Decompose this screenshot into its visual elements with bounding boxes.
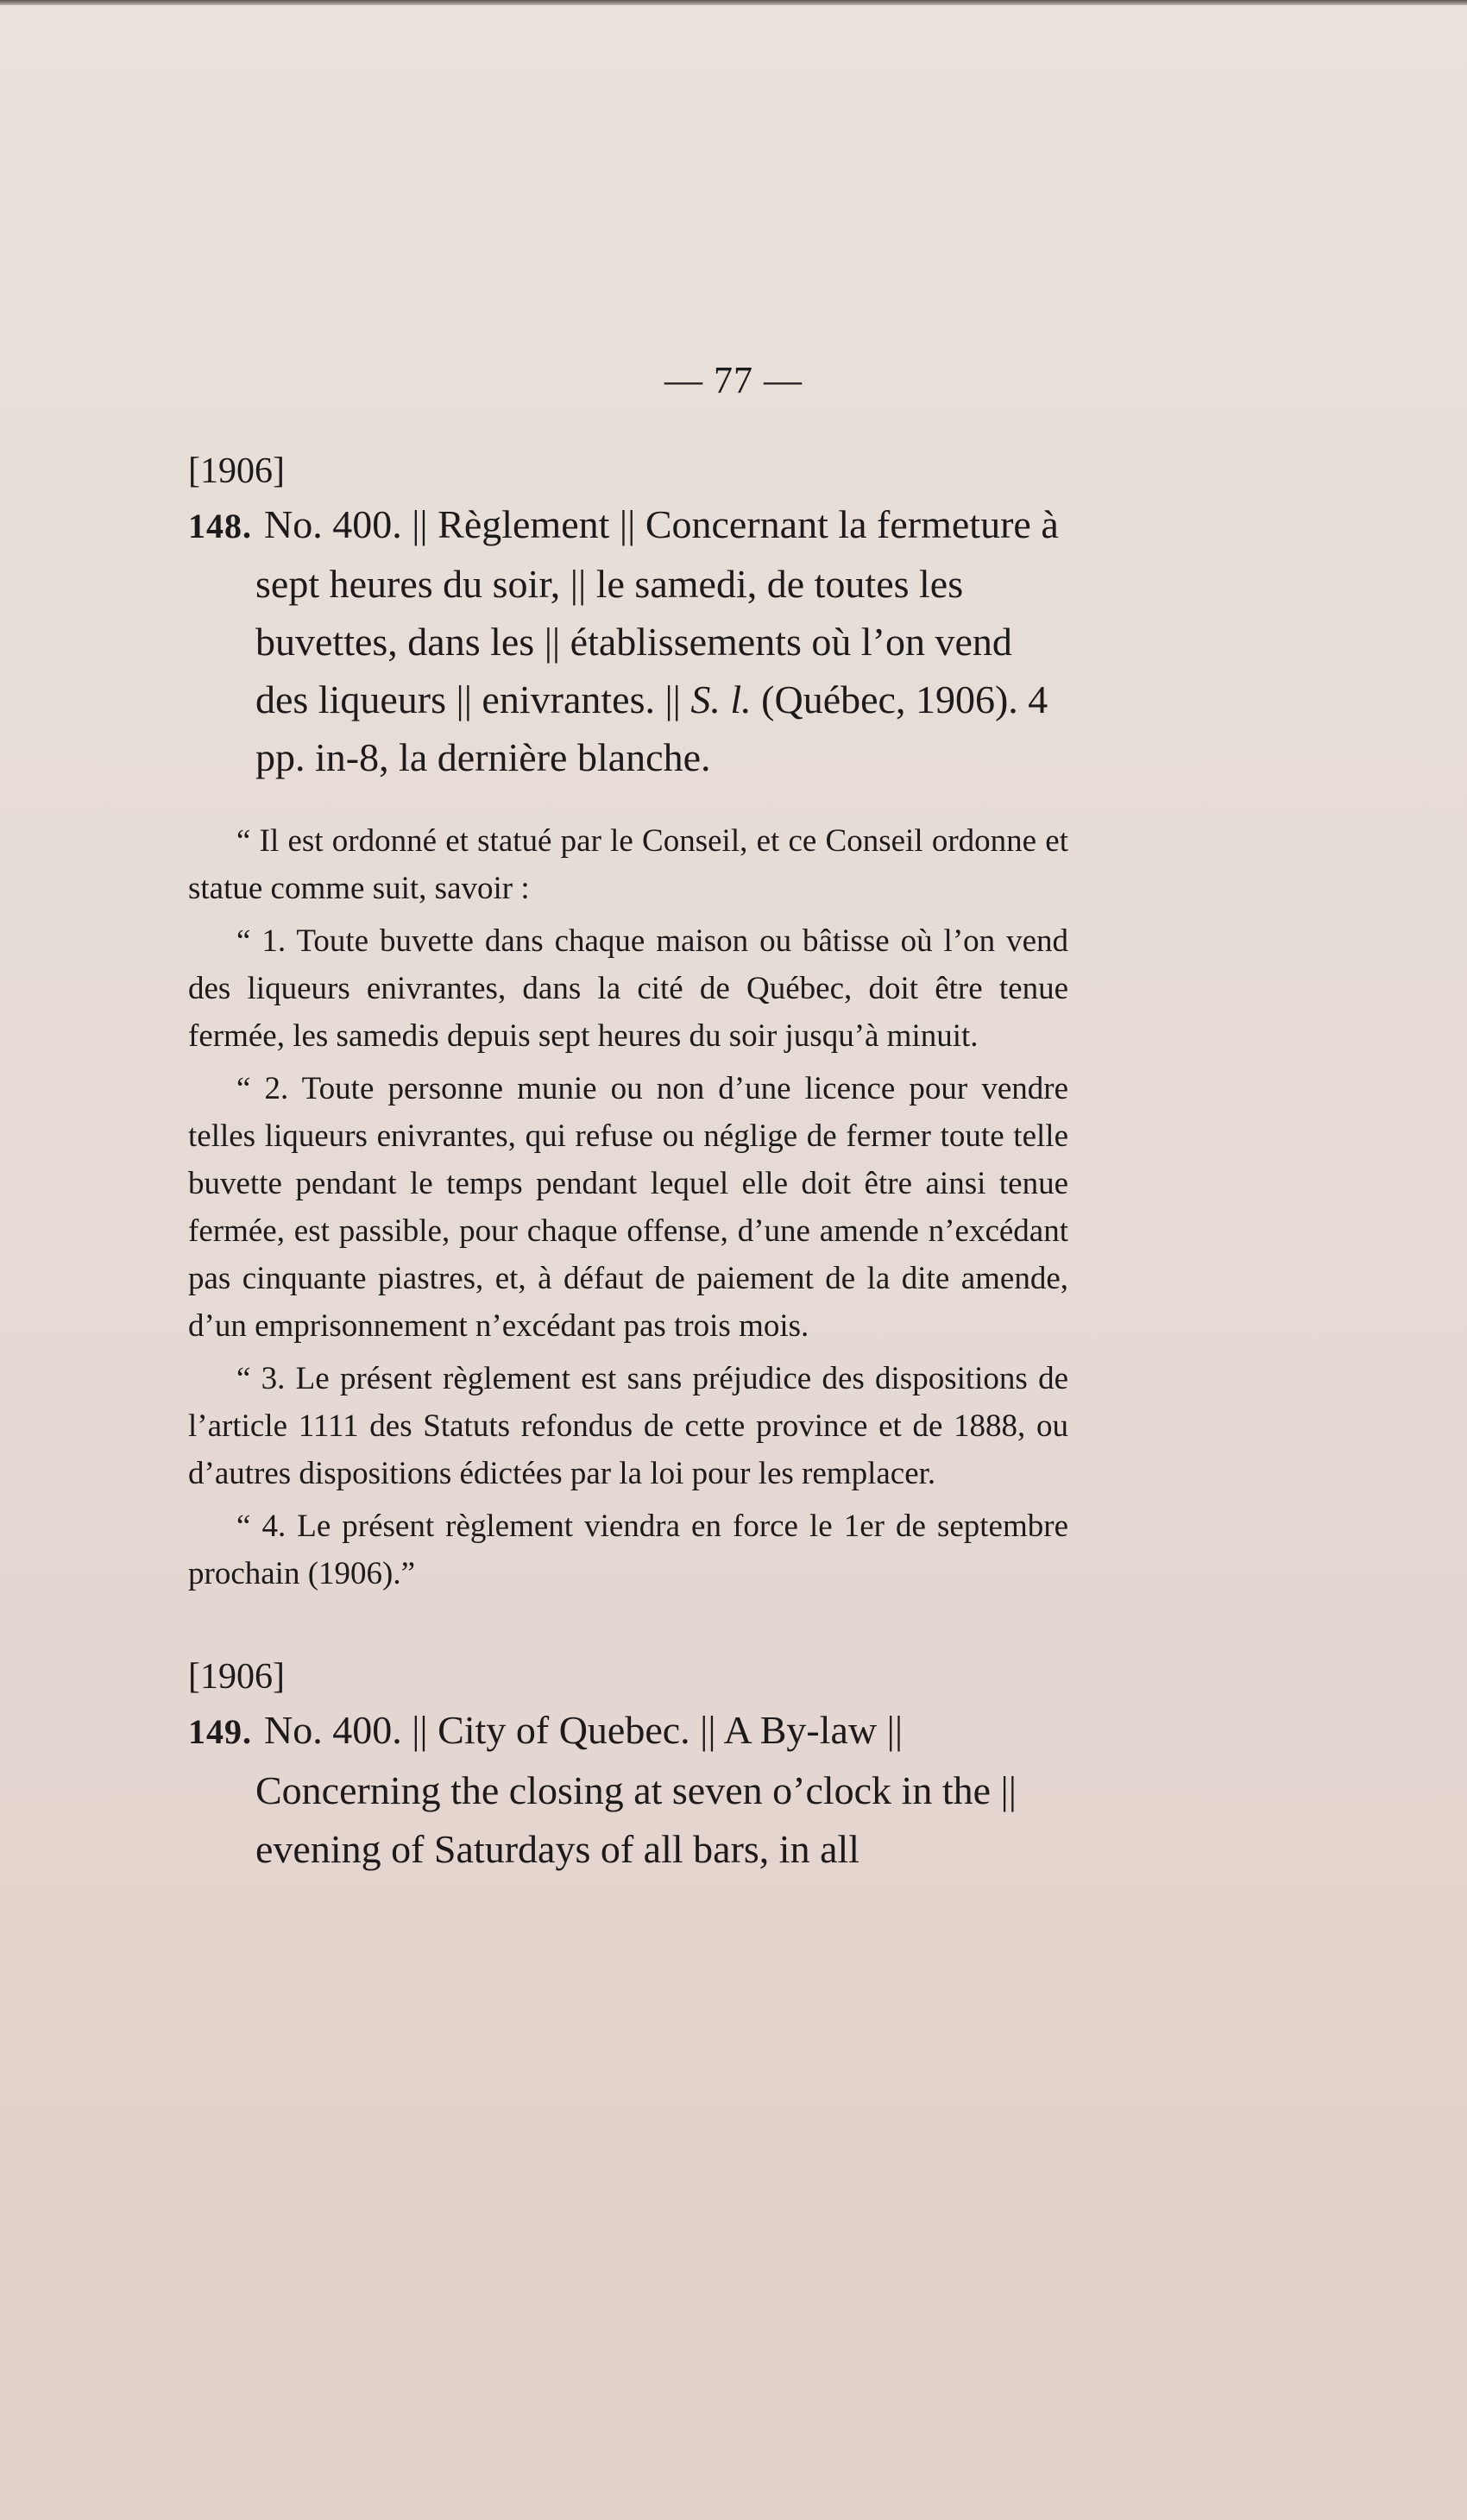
entry-imprint: (Québec, 1906). 4 pp. in-8, la dernière blanche. — [255, 677, 1048, 779]
page-number: — 77 — — [664, 359, 803, 401]
bibliography-entry-148 — [188, 495, 1068, 786]
quote-paragraph-intro: “ Il est ordonné et statué par le Conseil, et ce Conseil ordonne et statue comme suit, savoir : — [188, 823, 1068, 906]
entry-year: [1906] — [188, 451, 285, 491]
page-top-edge — [0, 0, 1467, 5]
entry-year: [1906] — [188, 1657, 285, 1697]
quote-paragraph-1: “ 1. Toute buvette dans chaque maison ou bâtisse où l’on vend des liqueurs enivrantes, dans la cité de Québec, doit être tenue fermée, les samedis depuis sept heures du soir jusqu’à minuit. — [188, 923, 1068, 1054]
quote-paragraph-3: “ 3. Le présent règlement est sans préjudice des dispositions de l’article 1111 des Statuts refondus de cette province et de 1888, ou d’autres dispositions édictées par la loi pour les remplacer. — [188, 1361, 1068, 1491]
quote-paragraph-4: “ 4. Le présent règlement viendra en force le 1er de septembre prochain (1906).” — [188, 1509, 1068, 1591]
entry-title: No. 400. || Règlement || Concernant la fermeture à sept heures du soir, || le samedi, de toutes les buvettes, dans les || établissements où l’on vend des liqueurs || enivrantes. || — [255, 502, 1059, 721]
quoted-bylaw-text — [188, 817, 1068, 1597]
entry-place-abbrev: S. l. — [690, 677, 752, 721]
quote-paragraph-2: “ 2. Toute personne munie ou non d’une licence pour vendre telles liqueurs enivrantes, qui refuse ou néglige de fermer toute telle buvette pendant le temps pendant lequel elle doit être ainsi tenue fermée, est passible, pour chaque offense, d’une amende n’excédant pas cinquante piastres, et, à défaut de paiement de la dite amende, d’un emprisonnement n’excédant pas trois mois. — [188, 1071, 1068, 1344]
page-content — [188, 447, 1068, 1879]
entry-number: 148. — [188, 507, 252, 545]
bibliography-entry-149 — [188, 1701, 1068, 1879]
entry-number: 149. — [188, 1712, 252, 1751]
entry-title: No. 400. || City of Quebec. || A By-law || Concerning the closing at seven o’clock in the || evening of Saturdays of all bars, in all — [255, 1708, 1017, 1871]
